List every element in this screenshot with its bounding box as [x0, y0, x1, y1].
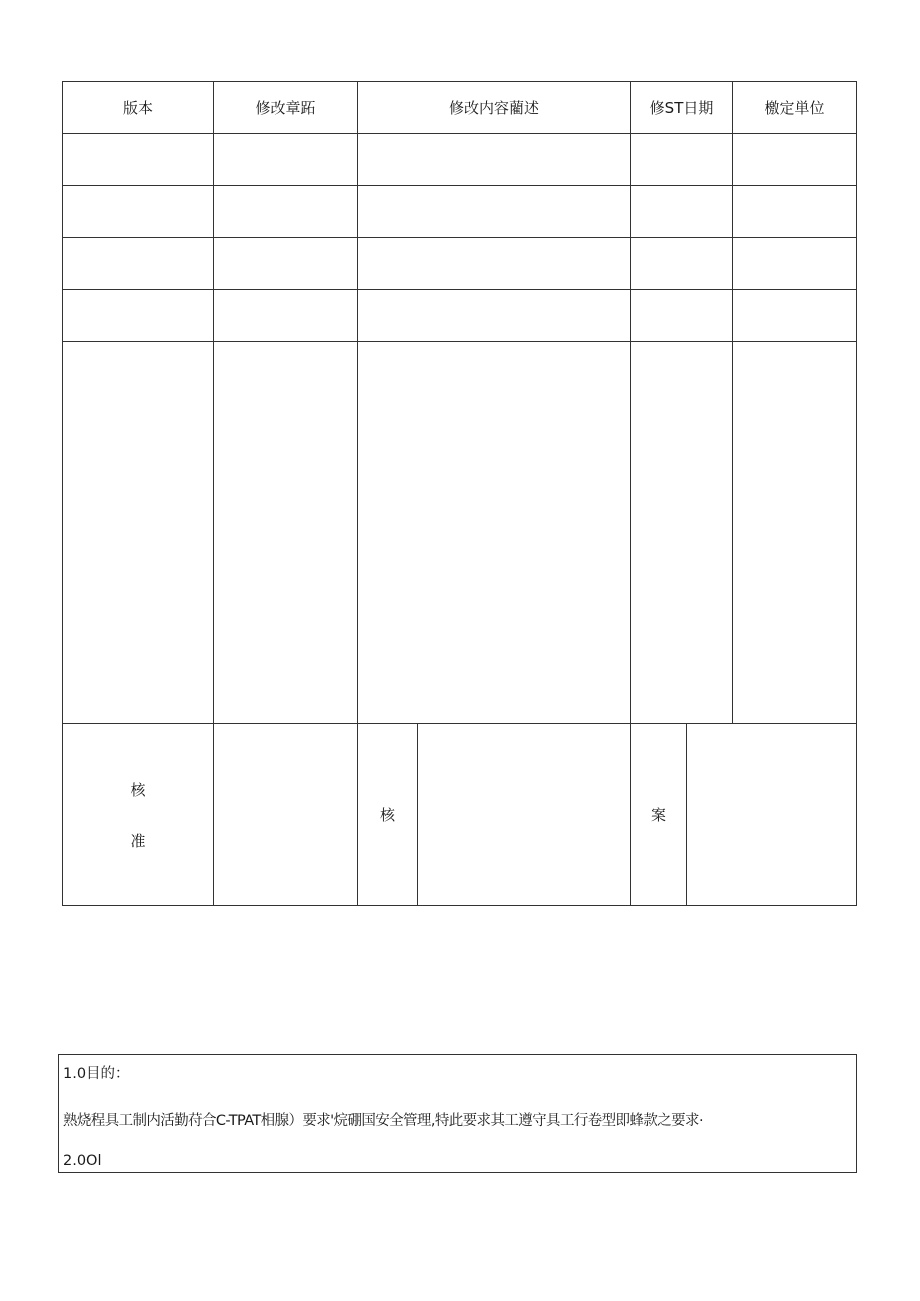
table-row: [63, 342, 857, 724]
table-cell: [214, 238, 358, 290]
approve-label-char-2: 准: [130, 831, 146, 850]
approve-signature-cell: [214, 724, 358, 906]
purpose-box: [58, 1054, 857, 1173]
table-cell: [63, 290, 214, 342]
table-cell: [358, 134, 631, 186]
table-cell: [63, 186, 214, 238]
table-cell: [214, 290, 358, 342]
signature-row: [63, 724, 857, 906]
next-section-heading: 2.0Ol: [63, 1153, 102, 1169]
table-cell: [733, 290, 857, 342]
table-row: [63, 134, 857, 186]
approve-label-char-1: 核: [130, 780, 146, 799]
table-cell: [358, 186, 631, 238]
table-cell: [358, 342, 631, 724]
file-label-cell: 案: [631, 724, 687, 906]
table-cell: [214, 134, 358, 186]
table-cell: [63, 134, 214, 186]
table-cell: [733, 134, 857, 186]
table-cell: [733, 186, 857, 238]
table-cell: [733, 342, 857, 724]
table-cell: [733, 238, 857, 290]
table-row: [63, 290, 857, 342]
file-signature-cell: [687, 724, 857, 906]
table-cell: [63, 238, 214, 290]
purpose-heading: 1.0目的：: [63, 1066, 130, 1082]
table-cell: [358, 238, 631, 290]
purpose-body: 熟烧程具工制内活勤苻合C-TPAT相腺）要求'烷硼国安全管理,特此要求其工遵守具工行卷型即蜂款之要求·: [63, 1113, 703, 1129]
header-unit: 檄定単位: [733, 82, 857, 134]
table-cell: [214, 186, 358, 238]
table-cell: [631, 290, 733, 342]
table-cell: [358, 290, 631, 342]
table-cell: [631, 186, 733, 238]
table-cell: [631, 342, 733, 724]
table-row: [63, 186, 857, 238]
review-signature-cell: [418, 724, 631, 906]
table-row: [63, 238, 857, 290]
header-date: 修ST日期: [631, 82, 733, 134]
header-description: 修改内容藺述: [358, 82, 631, 134]
approve-label-cell: [63, 724, 214, 906]
table-cell: [631, 134, 733, 186]
table-cell: [63, 342, 214, 724]
revision-table: [62, 81, 857, 906]
table-header-row: [63, 82, 857, 134]
table-cell: [631, 238, 733, 290]
header-chapter: 修改章跖: [214, 82, 358, 134]
review-label-cell: 核: [358, 724, 418, 906]
table-cell: [214, 342, 358, 724]
header-version: 版本: [63, 82, 214, 134]
